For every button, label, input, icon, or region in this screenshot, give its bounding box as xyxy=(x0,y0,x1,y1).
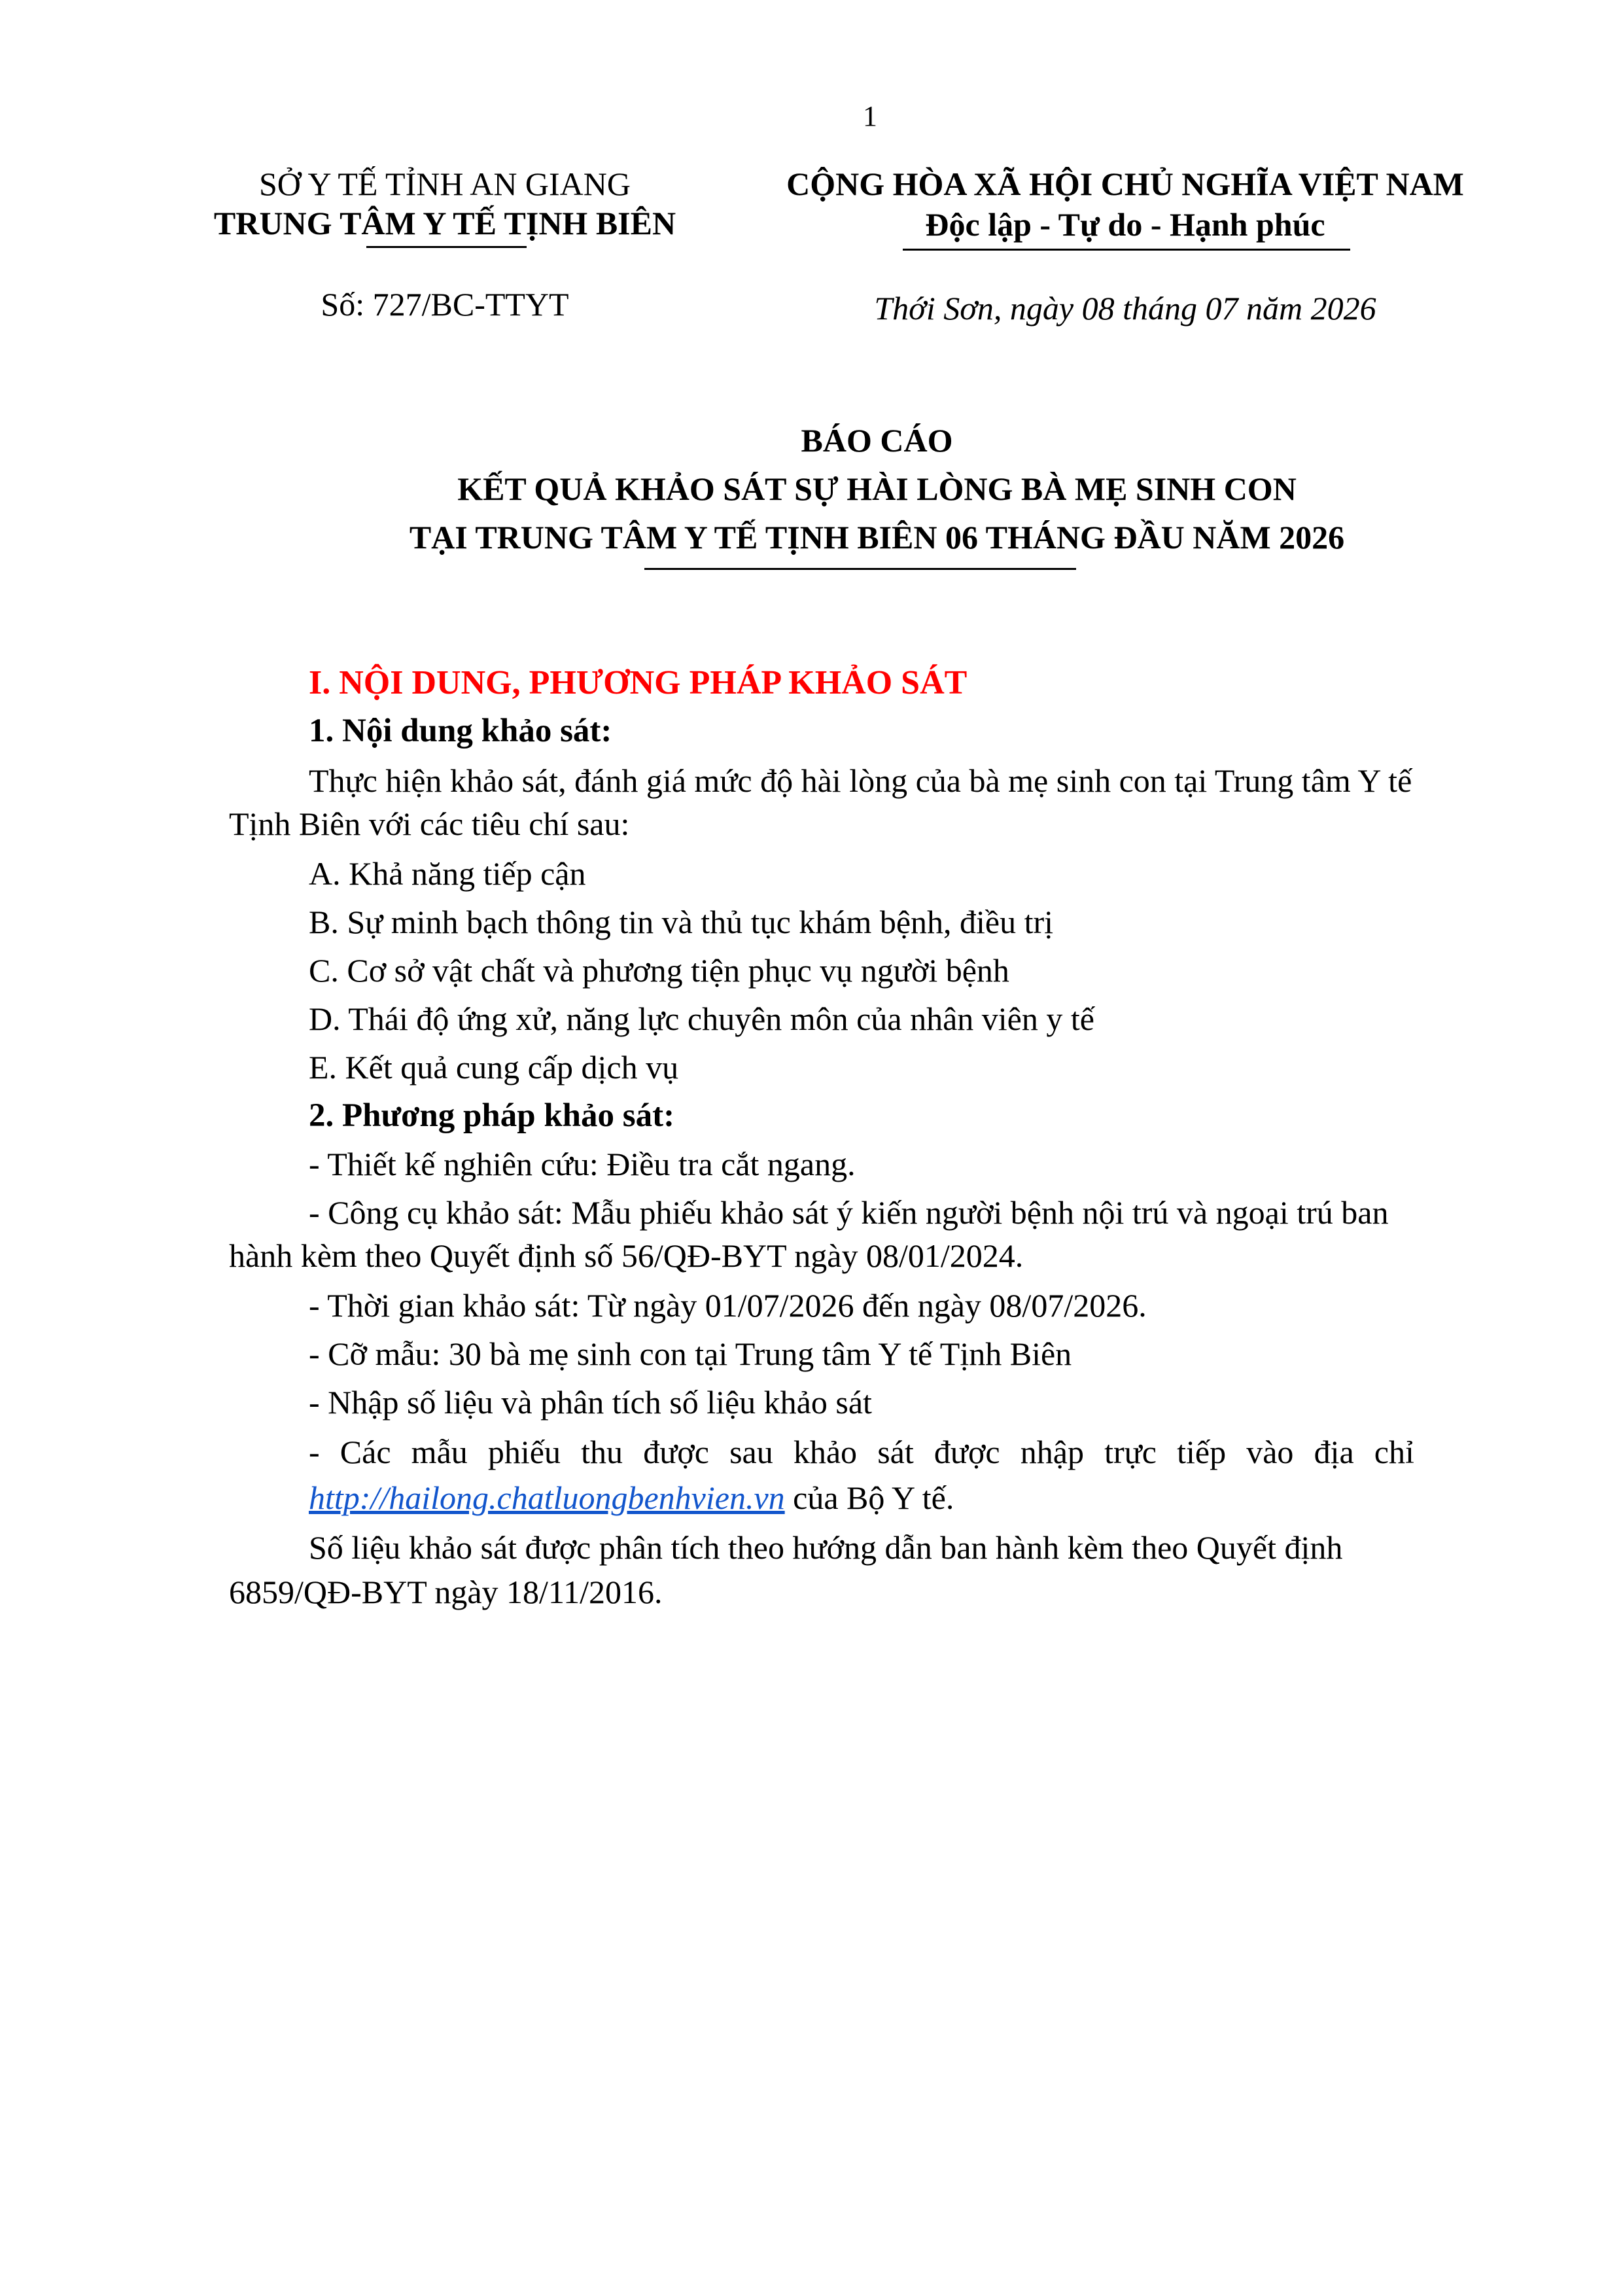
left-header-underline xyxy=(366,246,527,248)
word: sau xyxy=(729,1434,773,1470)
link-suffix: của Bộ Y tế. xyxy=(784,1479,954,1516)
content-paragraph-line2: Tịnh Biên với các tiêu chí sau: xyxy=(229,805,630,842)
method-tool-line2: hành kèm theo Quyết định số 56/QĐ-BYT ngày 08/01/2024. xyxy=(229,1237,1024,1274)
method-time: - Thời gian khảo sát: Từ ngày 01/07/2026 đến ngày 08/07/2026. xyxy=(309,1287,1147,1324)
word: nhập xyxy=(1020,1434,1084,1470)
word: sát xyxy=(877,1434,914,1470)
criterion-d: D. Thái độ ứng xử, năng lực chuyên môn của nhân viên y tế xyxy=(309,1000,1094,1037)
content-paragraph-line1: Thực hiện khảo sát, đánh giá mức độ hài lòng của bà mẹ sinh con tại Trung tâm Y tế xyxy=(309,762,1412,799)
word: được xyxy=(643,1434,709,1470)
word: khảo xyxy=(793,1434,858,1470)
word: thu xyxy=(581,1434,623,1470)
page-number: 1 xyxy=(863,100,877,132)
word: vào xyxy=(1246,1434,1294,1470)
method-tool-line1: - Công cụ khảo sát: Mẫu phiếu khảo sát ý kiến người bệnh nội trú và ngoại trú ban xyxy=(309,1194,1389,1231)
word: mẫu xyxy=(411,1434,468,1470)
word: - xyxy=(309,1434,320,1470)
closing-line2: 6859/QĐ-BYT ngày 18/11/2016. xyxy=(229,1574,663,1610)
issuing-authority: SỞ Y TẾ TỈNH AN GIANG xyxy=(258,166,631,202)
closing-line1: Số liệu khảo sát được phân tích theo hướng dẫn ban hành kèm theo Quyết định xyxy=(309,1529,1343,1566)
word: trực xyxy=(1104,1434,1157,1470)
criterion-e: E. Kết quả cung cấp dịch vụ xyxy=(309,1049,679,1086)
title-underline xyxy=(644,568,1076,570)
document-number: Số: 727/BC-TTYT xyxy=(321,286,569,323)
survey-link[interactable]: http://hailong.chatluongbenhvien.vn xyxy=(309,1479,785,1516)
word: tiếp xyxy=(1177,1434,1227,1470)
motto-underline xyxy=(903,249,1350,251)
criterion-a: A. Khả năng tiếp cận xyxy=(309,855,586,892)
national-title: CỘNG HÒA XÃ HỘI CHỦ NGHĨA VIỆT NAM xyxy=(786,166,1464,202)
criterion-c: C. Cơ sở vật chất và phương tiện phục vụ người bệnh xyxy=(309,952,1009,989)
word: chỉ xyxy=(1374,1434,1414,1470)
word: địa xyxy=(1314,1434,1354,1470)
word: được xyxy=(934,1434,1000,1470)
method-entry: - Nhập số liệu và phân tích số liệu khảo sát xyxy=(309,1384,872,1421)
method-forms-line1 xyxy=(309,1430,1414,1474)
report-subtitle-line2: TẠI TRUNG TÂM Y TẾ TỊNH BIÊN 06 THÁNG ĐẦU NĂM 2026 xyxy=(409,519,1345,556)
method-forms-line2 xyxy=(309,1476,954,1519)
word: phiếu xyxy=(487,1434,561,1470)
report-subtitle-line1: KẾT QUẢ KHẢO SÁT SỰ HÀI LÒNG BÀ MẸ SINH CON xyxy=(457,470,1297,507)
criterion-b: B. Sự minh bạch thông tin và thủ tục khám bệnh, điều trị xyxy=(309,904,1054,940)
national-motto: Độc lập - Tự do - Hạnh phúc xyxy=(925,206,1325,243)
subsection-method-heading: 2. Phương pháp khảo sát: xyxy=(309,1097,675,1134)
subsection-content-heading: 1. Nội dung khảo sát: xyxy=(309,713,612,749)
section-heading: I. NỘI DUNG, PHƯƠNG PHÁP KHẢO SÁT xyxy=(309,664,968,701)
place-date: Thới Sơn, ngày 08 tháng 07 năm 2026 xyxy=(874,290,1376,327)
method-sample: - Cỡ mẫu: 30 bà mẹ sinh con tại Trung tâm Y tế Tịnh Biên xyxy=(309,1335,1072,1372)
word: Các xyxy=(340,1434,391,1470)
report-title: BÁO CÁO xyxy=(801,422,953,459)
method-design: - Thiết kế nghiên cứu: Điều tra cắt ngang. xyxy=(309,1146,856,1182)
issuing-unit: TRUNG TÂM Y TẾ TỊNH BIÊN xyxy=(213,205,676,241)
